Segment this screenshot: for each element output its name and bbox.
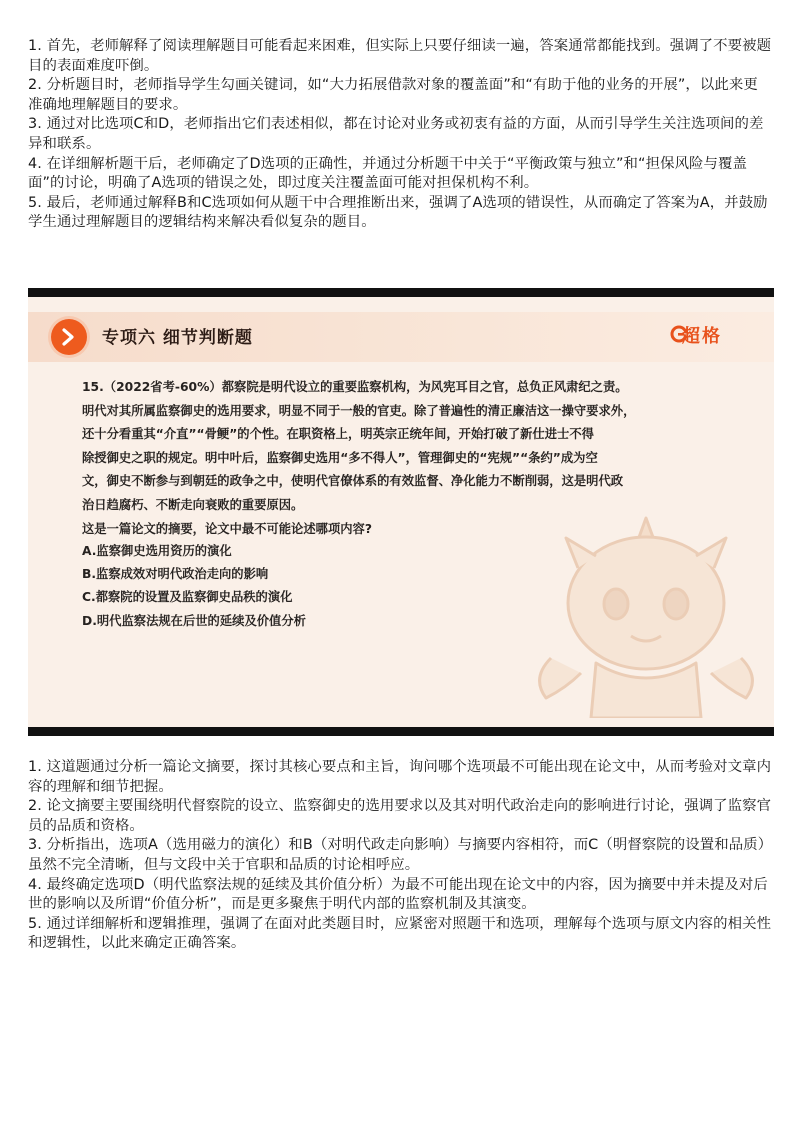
answer-options [82, 540, 306, 633]
question-prompt: 这是一篇论文的摘要，论文中最不可能论述哪项内容? [82, 521, 372, 536]
brand-name: 超格 [682, 326, 722, 347]
note-item: 3. 分析指出，选项A（选用磁力的演化）和B（对明代政走向影响）与摘要内容相符，而C（明督察院的设置和品质）虽然不完全清晰，但与文段中关于官职和品质的讨论相呼应。 [28, 837, 766, 873]
note-item: 4. 在详细解析题干后，老师确定了D选项的正确性，并通过分析题干中关于“平衡政策与独立”和“担保风险与覆盖面”的讨论，明确了A选项的错误之处，即过度关注覆盖面可能对担保机构不利。 [28, 155, 748, 192]
option-c: C.都察院的设置及监察御史品秩的演化 [82, 590, 293, 605]
lecture-slide-screenshot [28, 288, 774, 736]
question-line: 15.（2022省考-60%）都察院是明代设立的重要监察机构，为风宪耳目之官，总负正风肃纪之责。 [82, 380, 628, 394]
note-item: 5. 通过详细解析和逻辑推理，强调了在面对此类题目时，应紧密对照题干和选项，理解每个选项与原文内容的相关性和逻辑性，以此来确定正确答案。 [28, 915, 772, 952]
note-item: 5. 最后，老师通过解释B和C选项如何从题干中合理推断出来，强调了A选项的错误性，从而确定了答案为A，并鼓励学生通过理解题目的逻辑结构来解决看似复杂的题目。 [28, 194, 768, 231]
option-b: B.监察成效对明代政治走向的影响 [82, 567, 269, 582]
question-line: 除授御史之职的规定。明中叶后，监察御史选用“多不得人”，管理御史的“宪规”“条约”成为空 [82, 450, 598, 465]
question-line: 还十分看重其“介直”“骨鲠”的个性。在职资格上，明英宗正统年间，开始打破了新仕进士不得 [82, 427, 594, 442]
note-item: 3. 通过对比选项C和D，老师指出它们表述相似，都在讨论对业务或初衷有益的方面，从而引导学生关注选项间的差异和联系。 [28, 116, 764, 152]
note-item: 1. 这道题通过分析一篇论文摘要，探讨其核心要点和主旨，询问哪个选项最不可能出现在论文中，从而考验对文章内容的理解和细节把握。 [28, 759, 772, 795]
section-title: 专项六 细节判断题 [102, 328, 253, 348]
question-stem [82, 376, 722, 541]
question-line: 治日趋腐朽、不断走向衰败的重要原因。 [82, 497, 304, 512]
section-badge [51, 319, 87, 355]
option-d: D.明代监察法规在后世的延续及价值分析 [82, 613, 306, 628]
slide-top-border [28, 288, 774, 297]
note-item: 4. 最终确定选项D（明代监察法规的延续及其价值分析）为最不可能出现在论文中的内容，因为摘要中并未提及对后世的影响以及所谓“价值分析”，而是更多聚焦于明代内部的监察机制及其演变。 [28, 876, 768, 913]
slide-bottom-border [28, 727, 774, 736]
bottom-summary-notes [28, 758, 772, 954]
note-item: 1. 首先，老师解释了阅读理解题目可能看起来困难，但实际上只要仔细读一遍，答案通常都能找到。强调了不要被题目的表面难度吓倒。 [28, 38, 772, 74]
note-item: 2. 分析题目时，老师指导学生勾画关键词，如“大力拓展借款对象的覆盖面”和“有助于他的业务的开展”，以此来更准确地理解题目的要求。 [28, 77, 758, 113]
chevron-right-icon [60, 328, 78, 346]
question-line: 明代对其所属监察御史的选用要求，明显不同于一般的官吏。除了普遍性的清正廉洁这一操守要求外， [82, 403, 636, 418]
top-summary-notes [28, 37, 772, 233]
note-item: 2. 论文摘要主要围绕明代督察院的设立、监察御史的选用要求以及其对明代政治走向的影响进行讨论，强调了监察官员的品质和资格。 [28, 798, 772, 834]
option-a: A.监察御史选用资历的演化 [82, 544, 232, 558]
question-line: 文，御史不断参与到朝廷的政争之中，使明代官僚体系的有效监督、净化能力不断削弱，这是明代政 [82, 474, 624, 489]
